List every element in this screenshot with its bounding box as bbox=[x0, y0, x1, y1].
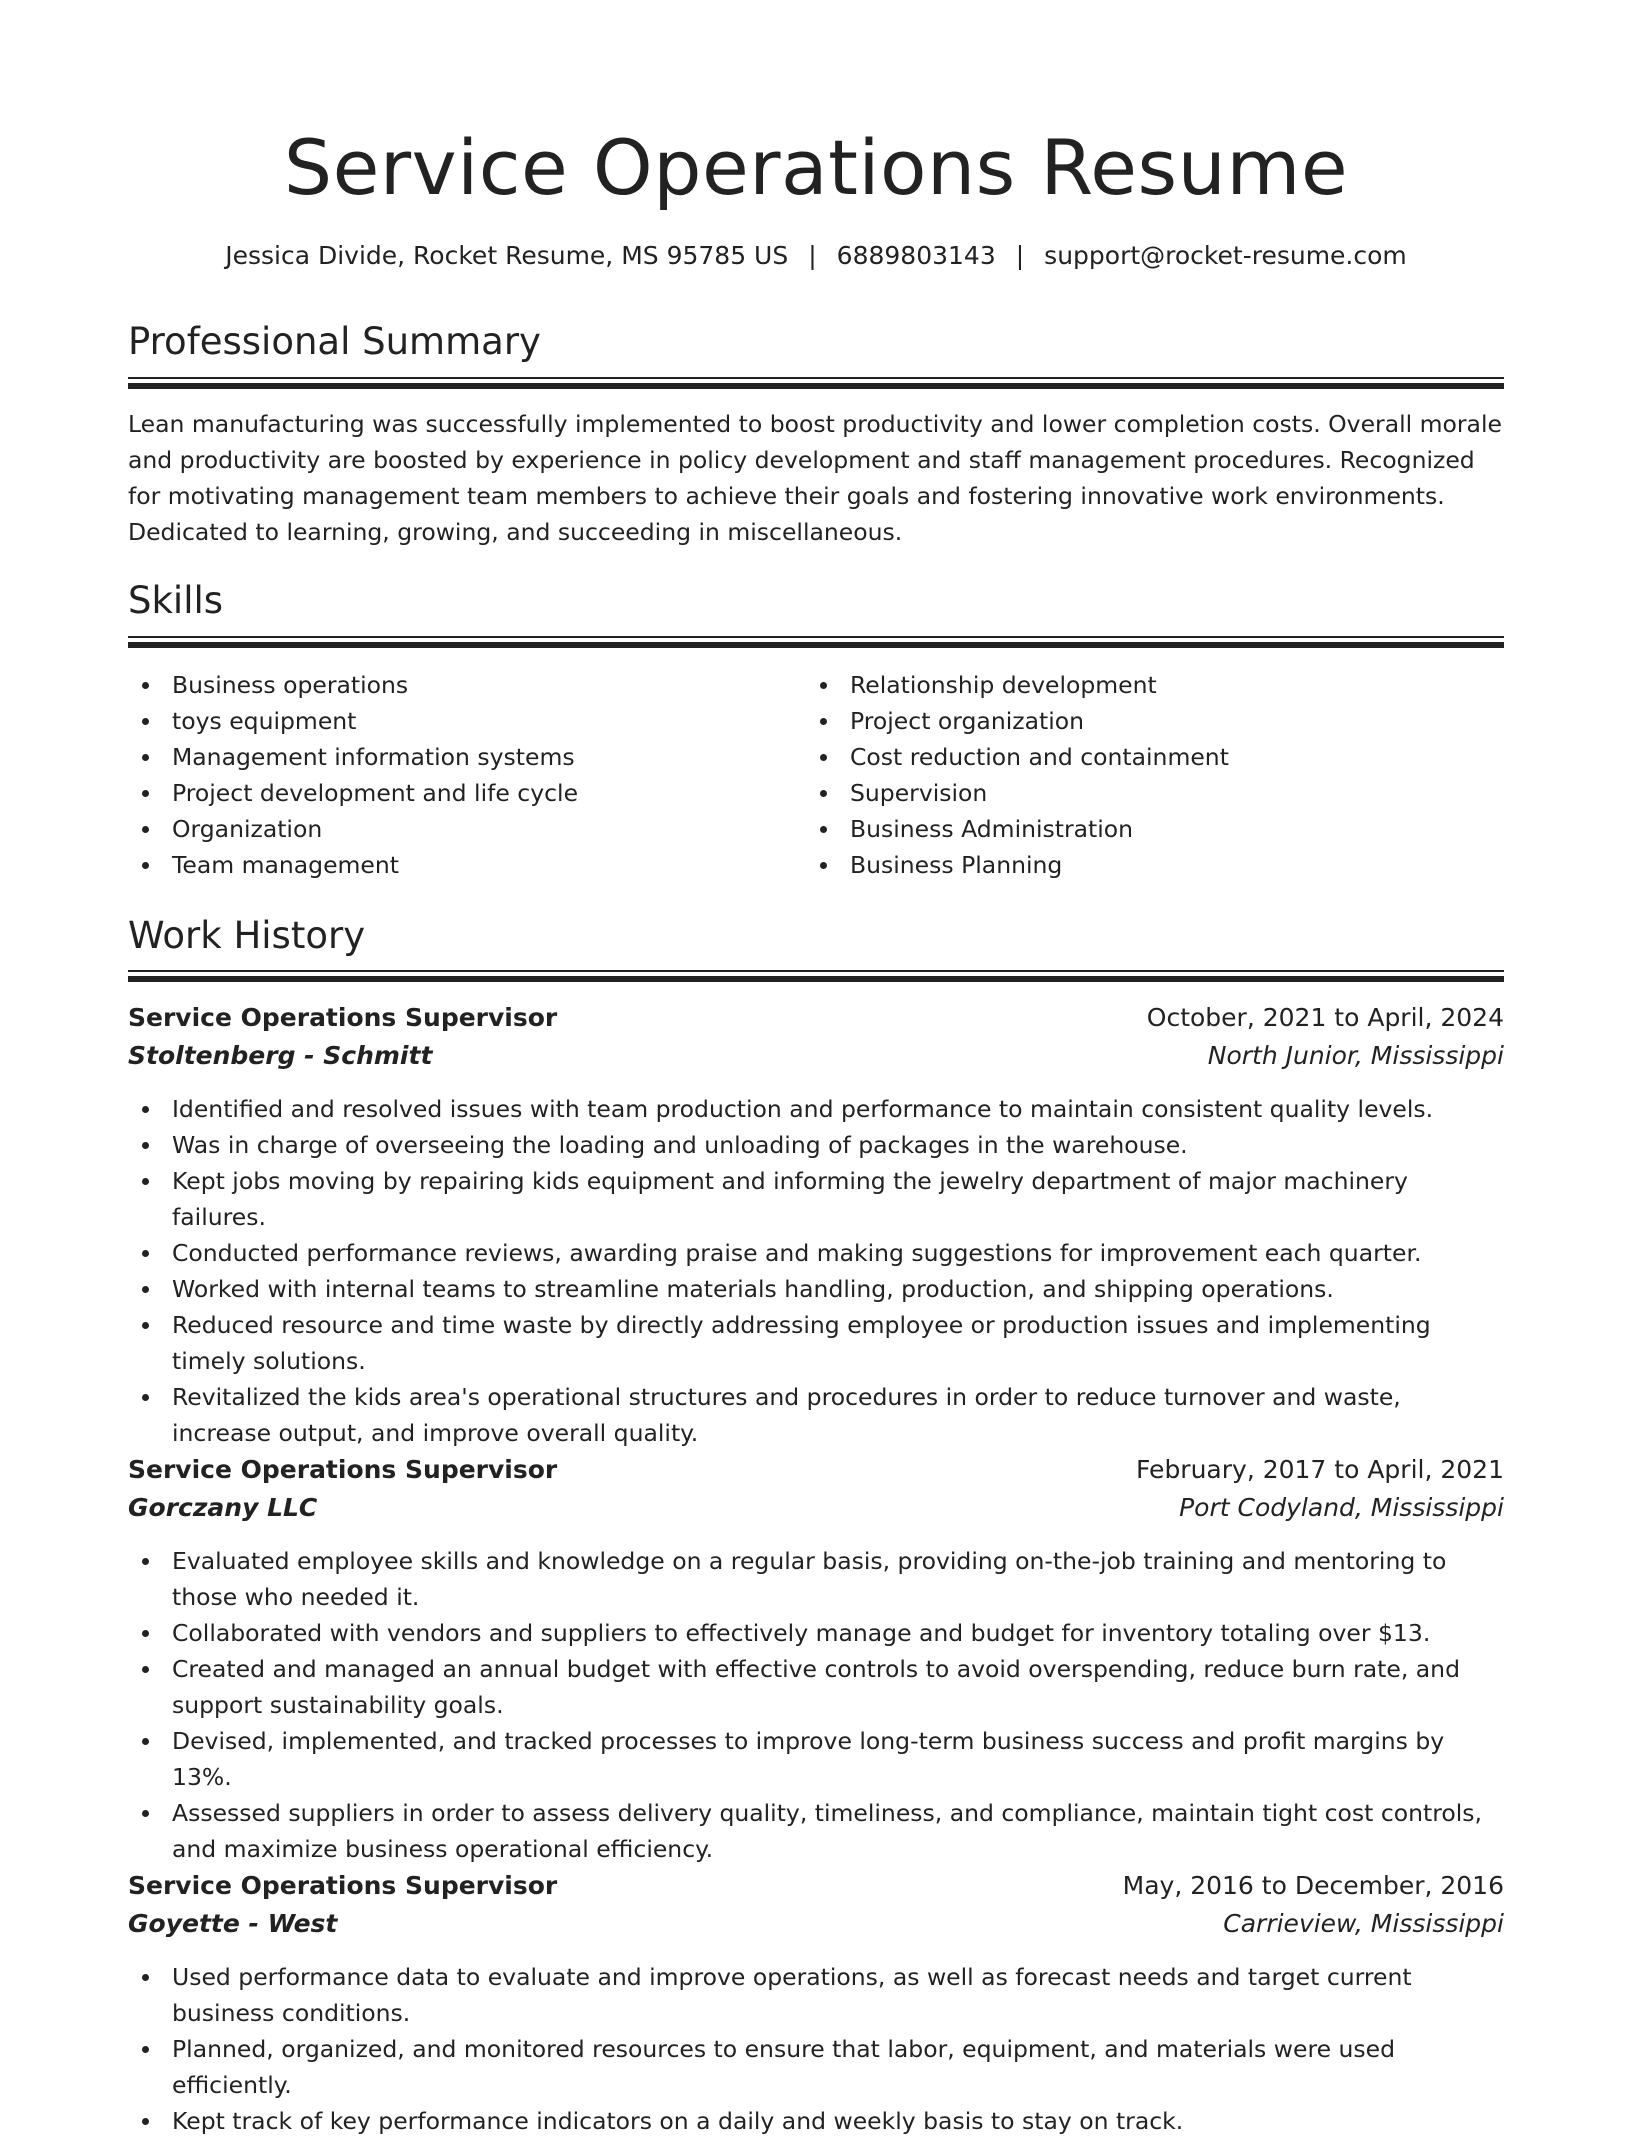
contact-separator: | bbox=[1015, 241, 1025, 270]
skills-heading: Skills bbox=[128, 579, 224, 622]
job-bullet: Reduced resource and time waste by directly addressing employee or production issues and implementing timely solutions. bbox=[128, 1307, 1504, 1379]
job-dates: October, 2021 to April, 2024 bbox=[1146, 1003, 1504, 1032]
job-bullet: Used performance data to evaluate and improve operations, as well as forecast needs and target current business conditions. bbox=[128, 1959, 1504, 2031]
job-bullet: Planned, organized, and monitored resources to ensure that labor, equipment, and materials were used efficiently. bbox=[128, 2031, 1504, 2103]
job-location: North Junior, Mississippi bbox=[1207, 1041, 1504, 1070]
skills-list-left bbox=[128, 667, 788, 883]
section-divider bbox=[128, 377, 1504, 389]
skill-item: Organization bbox=[128, 811, 788, 847]
skill-item: Management information systems bbox=[128, 739, 788, 775]
job-title: Service Operations Supervisor bbox=[128, 1003, 558, 1032]
skill-item: Project organization bbox=[806, 703, 1504, 739]
contact-separator: | bbox=[808, 241, 817, 270]
skill-item: Cost reduction and containment bbox=[806, 739, 1504, 775]
summary-text: Lean manufacturing was successfully implemented to boost productivity and lower completion costs. Overall morale and productivity are boosted by experience in policy development and staff management procedures. Recognized for motivating management team members to achieve their goals and fostering innovative work environments. Dedicated to learning, growing, and succeeding in miscellaneous. bbox=[128, 410, 1502, 546]
job-company: Stoltenberg - Schmitt bbox=[128, 1041, 433, 1070]
job-location: Port Codyland, Mississippi bbox=[1179, 1493, 1504, 1522]
job-bullet: Kept track of key performance indicators on a daily and weekly basis to stay on track. bbox=[128, 2103, 1504, 2139]
resume-title: Service Operations Resume bbox=[283, 123, 1349, 212]
job-title: Service Operations Supervisor bbox=[128, 1871, 558, 1900]
contact-address: Jessica Divide, Rocket Resume, MS 95785 US bbox=[225, 241, 789, 270]
skill-item: Business Planning bbox=[806, 847, 1504, 883]
job-entry bbox=[128, 999, 1504, 1451]
job-title: Service Operations Supervisor bbox=[128, 1455, 558, 1484]
job-bullet: Kept jobs moving by repairing kids equipment and informing the jewelry department of major machinery failures. bbox=[128, 1163, 1504, 1235]
job-dates: May, 2016 to December, 2016 bbox=[1122, 1871, 1504, 1900]
job-company: Gorczany LLC bbox=[128, 1493, 318, 1522]
job-bullet: Revitalized the kids area's operational structures and procedures in order to reduce turnover and waste, increase output, and improve overall quality. bbox=[128, 1379, 1504, 1451]
work-history-heading: Work History bbox=[128, 914, 366, 957]
contact-phone: 6889803143 bbox=[836, 241, 996, 270]
section-divider bbox=[128, 636, 1504, 648]
job-bullet: Identified and resolved issues with team production and performance to maintain consistent quality levels. bbox=[128, 1091, 1504, 1127]
contact-line bbox=[128, 238, 1504, 274]
job-company: Goyette - West bbox=[128, 1909, 338, 1938]
job-bullet: Evaluated employee skills and knowledge on a regular basis, providing on-the-job training and mentoring to those who needed it. bbox=[128, 1543, 1504, 1615]
skill-item: Supervision bbox=[806, 775, 1504, 811]
section-divider bbox=[128, 970, 1504, 982]
job-bullets bbox=[128, 1091, 1504, 1451]
job-bullets bbox=[128, 1959, 1504, 2139]
job-bullet: Collaborated with vendors and suppliers to effectively manage and budget for inventory totaling over $13. bbox=[128, 1615, 1504, 1651]
job-bullet: Worked with internal teams to streamline materials handling, production, and shipping operations. bbox=[128, 1271, 1504, 1307]
job-bullet: Was in charge of overseeing the loading and unloading of packages in the warehouse. bbox=[128, 1127, 1504, 1163]
job-bullet: Created and managed an annual budget with effective controls to avoid overspending, reduce burn rate, and support sustainability goals. bbox=[128, 1651, 1504, 1723]
job-bullet: Assessed suppliers in order to assess delivery quality, timeliness, and compliance, maintain tight cost controls, and maximize business operational efficiency. bbox=[128, 1795, 1504, 1867]
skill-item: Business operations bbox=[128, 667, 788, 703]
contact-email: support@rocket-resume.com bbox=[1044, 241, 1407, 270]
job-bullet: Devised, implemented, and tracked processes to improve long-term business success and profit margins by 13%. bbox=[128, 1723, 1504, 1795]
job-location: Carrieview, Mississippi bbox=[1223, 1909, 1504, 1938]
job-bullet: Conducted performance reviews, awarding praise and making suggestions for improvement each quarter. bbox=[128, 1235, 1504, 1271]
skill-item: Project development and life cycle bbox=[128, 775, 788, 811]
skill-item: Business Administration bbox=[806, 811, 1504, 847]
skill-item: toys equipment bbox=[128, 703, 788, 739]
summary-heading: Professional Summary bbox=[128, 320, 541, 363]
job-dates: February, 2017 to April, 2021 bbox=[1136, 1455, 1504, 1484]
skills-list-right bbox=[806, 667, 1504, 883]
job-bullets bbox=[128, 1543, 1504, 1867]
job-entry bbox=[128, 1451, 1504, 1867]
skill-item: Team management bbox=[128, 847, 788, 883]
job-entry bbox=[128, 1867, 1504, 2139]
skill-item: Relationship development bbox=[806, 667, 1504, 703]
